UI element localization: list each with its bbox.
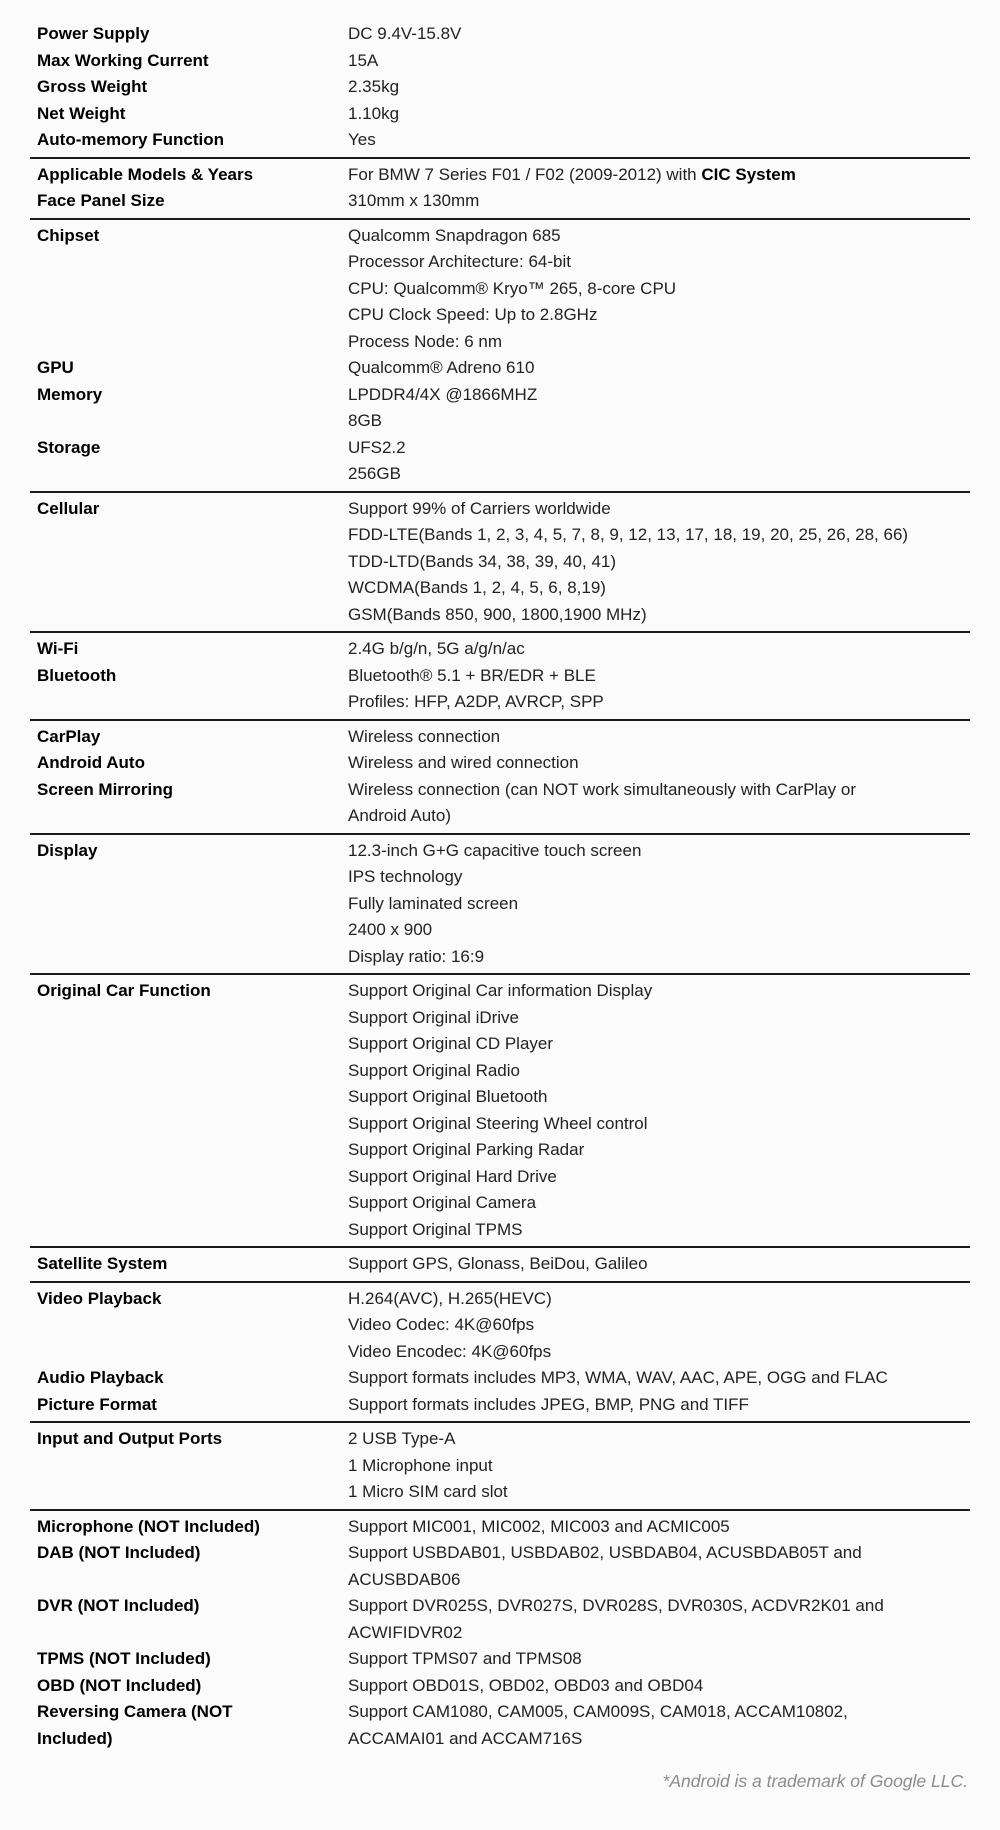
spec-value-text: ACCAMAI01 and ACCAM716S (348, 1728, 583, 1748)
spec-value-text: TDD-LTD(Bands 34, 38, 39, 40, 41) (348, 551, 617, 571)
spec-row (30, 74, 970, 101)
spec-value-text: DC 9.4V-15.8V (348, 24, 462, 43)
spec-value (348, 978, 970, 1243)
spec-label-text: Screen Mirroring (37, 779, 174, 799)
spec-value-text: FDD-LTE(Bands 1, 2, 3, 4, 5, 7, 8, 9, 12, 13, 17, 18, 19, 20, 25, 26, 28, 66) (348, 525, 909, 544)
spec-label (30, 127, 348, 154)
spec-label (30, 636, 348, 663)
spec-label (30, 355, 348, 382)
spec-value (348, 1365, 970, 1392)
spec-row (30, 1365, 970, 1392)
spec-row (30, 750, 970, 777)
spec-label-text: Power Supply (37, 24, 150, 43)
spec-value-text: Support Original Car information Display (348, 981, 653, 1000)
spec-row (30, 48, 970, 75)
spec-value-text: Support Original iDrive (348, 1007, 520, 1027)
spec-row (30, 1251, 970, 1278)
spec-value (348, 1514, 970, 1541)
spec-row (30, 1392, 970, 1419)
spec-label-text: Original Car Function (37, 981, 211, 1000)
spec-label-text: GPU (37, 358, 74, 377)
spec-label (30, 496, 348, 523)
spec-value-text: 8GB (348, 411, 383, 430)
spec-value-text: 2.35kg (348, 77, 400, 96)
spec-row (30, 663, 970, 716)
spec-section (30, 157, 970, 218)
spec-label-text: CarPlay (37, 726, 101, 746)
spec-label-text: Picture Format (37, 1394, 157, 1414)
spec-section (30, 1281, 970, 1422)
spec-value (348, 1251, 970, 1278)
spec-value-text: Wireless connection (can NOT work simultaneously with CarPlay or (348, 779, 856, 799)
spec-label-text: Microphone (NOT Included) (37, 1516, 260, 1536)
spec-label (30, 1540, 348, 1567)
spec-value (348, 1699, 970, 1752)
spec-value-text: Fully laminated screen (348, 893, 519, 913)
spec-value-text: Qualcomm® Adreno 610 (348, 358, 535, 377)
spec-row (30, 355, 970, 382)
spec-label (30, 101, 348, 128)
spec-value (348, 1426, 970, 1506)
spec-value (348, 223, 970, 356)
spec-row (30, 382, 970, 435)
spec-row (30, 435, 970, 488)
spec-value-text: 1 Microphone input (348, 1455, 493, 1475)
spec-label-text: Audio Playback (37, 1368, 164, 1387)
spec-row (30, 1699, 970, 1752)
spec-label (30, 978, 348, 1005)
spec-label (30, 838, 348, 865)
spec-value-text: CPU: Qualcomm® Kryo™ 265, 8-core CPU (348, 278, 677, 298)
spec-label (30, 382, 348, 409)
spec-label (30, 223, 348, 250)
spec-value-text: Support CAM1080, CAM005, CAM009S, CAM018, ACCAM10802, (348, 1702, 848, 1721)
spec-value-text: ACWIFIDVR02 (348, 1622, 463, 1642)
spec-value-text: Process Node: 6 nm (348, 331, 503, 351)
spec-value (348, 1646, 970, 1673)
spec-row (30, 1593, 970, 1646)
spec-value (348, 162, 970, 189)
spec-value (348, 188, 970, 215)
spec-section (30, 719, 970, 833)
spec-row (30, 496, 970, 629)
spec-value-text: Wireless and wired connection (348, 753, 579, 772)
spec-value (348, 382, 970, 435)
spec-label (30, 1251, 348, 1278)
spec-value (348, 496, 970, 629)
spec-section (30, 491, 970, 632)
spec-value (348, 355, 970, 382)
spec-value-text: Support Original Camera (348, 1193, 537, 1212)
spec-label-text: Reversing Camera (NOT (37, 1702, 233, 1721)
spec-label-text: OBD (NOT Included) (37, 1675, 202, 1695)
spec-value-text: Support formats includes MP3, WMA, WAV, AAC, APE, OGG and FLAC (348, 1368, 888, 1387)
spec-value-text: UFS2.2 (348, 437, 406, 457)
spec-value-text: Support 99% of Carriers worldwide (348, 498, 611, 518)
spec-label-text: Android Auto (37, 753, 145, 772)
spec-value-text: Support GPS, Glonass, BeiDou, Galileo (348, 1254, 648, 1273)
spec-value-text: CPU Clock Speed: Up to 2.8GHz (348, 305, 598, 324)
spec-label-text: Bluetooth (37, 665, 117, 685)
spec-row (30, 127, 970, 154)
spec-row (30, 1673, 970, 1700)
spec-row (30, 21, 970, 48)
spec-value-text: Support TPMS07 and TPMS08 (348, 1649, 582, 1668)
spec-label-text: Max Working Current (37, 50, 209, 70)
spec-value (348, 48, 970, 75)
spec-value-text: Support USBDAB01, USBDAB02, USBDAB04, ACUSBDAB05T and (348, 1543, 862, 1562)
spec-value-text: Profiles: HFP, A2DP, AVRCP, SPP (348, 692, 604, 711)
spec-value-text: Support formats includes JPEG, BMP, PNG and TIFF (348, 1394, 749, 1414)
spec-label (30, 162, 348, 189)
spec-value (348, 1593, 970, 1646)
spec-value-text (348, 162, 970, 189)
spec-row (30, 1426, 970, 1506)
spec-label-text: Display (37, 840, 98, 860)
spec-label (30, 724, 348, 751)
spec-label (30, 188, 348, 215)
spec-label-text: Satellite System (37, 1254, 168, 1273)
spec-value-text: LPDDR4/4X @1866MHZ (348, 384, 538, 404)
spec-value-text: WCDMA(Bands 1, 2, 4, 5, 6, 8,19) (348, 578, 606, 597)
spec-value (348, 435, 970, 488)
spec-label-text: Chipset (37, 225, 100, 245)
spec-label (30, 1593, 348, 1620)
spec-label (30, 48, 348, 75)
spec-row (30, 978, 970, 1243)
spec-value (348, 1673, 970, 1700)
spec-label-text: Net Weight (37, 103, 126, 123)
spec-value (348, 1540, 970, 1593)
spec-label (30, 1286, 348, 1313)
spec-value (348, 1392, 970, 1419)
spec-section (30, 218, 970, 491)
spec-value-text: Support Original CD Player (348, 1034, 554, 1053)
spec-label (30, 21, 348, 48)
spec-value-text: Support Original Radio (348, 1060, 520, 1080)
spec-value-text: 310mm x 130mm (348, 191, 480, 210)
spec-label (30, 74, 348, 101)
spec-value-text: Support Original Bluetooth (348, 1087, 548, 1106)
spec-label-text: Storage (37, 437, 101, 457)
android-trademark-note: *Android is a trademark of Google LLC. (662, 1771, 968, 1791)
spec-value-text: ACUSBDAB06 (348, 1569, 461, 1589)
spec-section (30, 1246, 970, 1281)
spec-value-text: Wireless connection (348, 726, 501, 746)
spec-row (30, 101, 970, 128)
spec-label (30, 750, 348, 777)
spec-section (30, 973, 970, 1246)
spec-value (348, 750, 970, 777)
spec-value-text: 1.10kg (348, 103, 400, 123)
spec-label (30, 1426, 348, 1453)
spec-label-text: Auto-memory Function (37, 130, 224, 149)
spec-value-text: H.264(AVC), H.265(HEVC) (348, 1288, 552, 1308)
spec-value-text: 1 Micro SIM card slot (348, 1482, 508, 1501)
spec-section (30, 18, 970, 157)
spec-label-text: Memory (37, 384, 103, 404)
spec-row (30, 724, 970, 751)
spec-value-text: 256GB (348, 464, 401, 483)
spec-table (30, 18, 970, 1755)
spec-value-text: 12.3-inch G+G capacitive touch screen (348, 840, 642, 860)
spec-value-text: 15A (348, 50, 379, 70)
spec-row (30, 777, 970, 830)
spec-value-text: Android Auto) (348, 806, 452, 825)
spec-value-text: Yes (348, 130, 376, 149)
spec-value-text: Processor Architecture: 64-bit (348, 252, 571, 271)
spec-row (30, 188, 970, 215)
spec-value-text: Video Codec: 4K@60fps (348, 1315, 535, 1334)
spec-value (348, 724, 970, 751)
spec-label-text: DAB (NOT Included) (37, 1543, 201, 1562)
spec-label-text: Included) (37, 1728, 113, 1748)
spec-value-text: Support MIC001, MIC002, MIC003 and ACMIC005 (348, 1516, 730, 1536)
spec-label-text: Cellular (37, 498, 100, 518)
spec-value (348, 74, 970, 101)
spec-value-text: Support Original Parking Radar (348, 1140, 585, 1159)
spec-label-text: Video Playback (37, 1288, 162, 1308)
spec-section (30, 833, 970, 974)
spec-value (348, 1286, 970, 1366)
spec-label-text: Applicable Models & Years (37, 164, 254, 184)
spec-value (348, 21, 970, 48)
spec-row (30, 838, 970, 971)
spec-label (30, 1514, 348, 1541)
spec-row (30, 1514, 970, 1541)
spec-label (30, 1673, 348, 1700)
spec-value-text: Qualcomm Snapdragon 685 (348, 225, 561, 245)
spec-value-text: Support OBD01S, OBD02, OBD03 and OBD04 (348, 1675, 704, 1695)
spec-value-text: 2.4G b/g/n, 5G a/g/n/ac (348, 639, 525, 658)
spec-label (30, 1392, 348, 1419)
spec-label-text: Face Panel Size (37, 191, 165, 210)
spec-section (30, 631, 970, 719)
spec-label-text: Input and Output Ports (37, 1429, 223, 1448)
spec-value (348, 663, 970, 716)
spec-section (30, 1421, 970, 1509)
spec-label-text: DVR (NOT Included) (37, 1596, 200, 1615)
spec-label-text: Wi-Fi (37, 639, 79, 658)
spec-label-text: Gross Weight (37, 77, 148, 96)
spec-value-text: 2400 x 900 (348, 920, 433, 939)
spec-value-text: Support DVR025S, DVR027S, DVR028S, DVR030S, ACDVR2K01 and (348, 1596, 884, 1615)
spec-value-text: IPS technology (348, 867, 463, 886)
spec-label (30, 777, 348, 804)
spec-value-text: Bluetooth® 5.1 + BR/EDR + BLE (348, 665, 596, 685)
spec-section (30, 1509, 970, 1756)
spec-value (348, 838, 970, 971)
spec-row (30, 1540, 970, 1593)
spec-row (30, 223, 970, 356)
spec-value-text-bold: CIC System (701, 164, 796, 184)
spec-row (30, 636, 970, 663)
spec-label (30, 1365, 348, 1392)
spec-value-text-plain: For BMW 7 Series F01 / F02 (2009-2012) with (348, 164, 702, 184)
spec-label (30, 663, 348, 690)
spec-value-text: Display ratio: 16:9 (348, 946, 485, 966)
spec-value-text: Support Original Steering Wheel control (348, 1113, 648, 1133)
spec-value (348, 127, 970, 154)
spec-label (30, 1699, 348, 1752)
spec-value-text: Video Encodec: 4K@60fps (348, 1341, 552, 1361)
spec-row (30, 1286, 970, 1366)
spec-label (30, 1646, 348, 1673)
spec-value-text: Support Original Hard Drive (348, 1166, 557, 1186)
spec-value-text: 2 USB Type-A (348, 1429, 456, 1448)
spec-label-text: TPMS (NOT Included) (37, 1649, 211, 1668)
spec-value (348, 777, 970, 830)
spec-label (30, 435, 348, 462)
spec-value-text: Support Original TPMS (348, 1219, 523, 1239)
spec-row (30, 162, 970, 189)
spec-value (348, 636, 970, 663)
spec-row (30, 1646, 970, 1673)
spec-value (348, 101, 970, 128)
spec-value-text: GSM(Bands 850, 900, 1800,1900 MHz) (348, 604, 647, 624)
